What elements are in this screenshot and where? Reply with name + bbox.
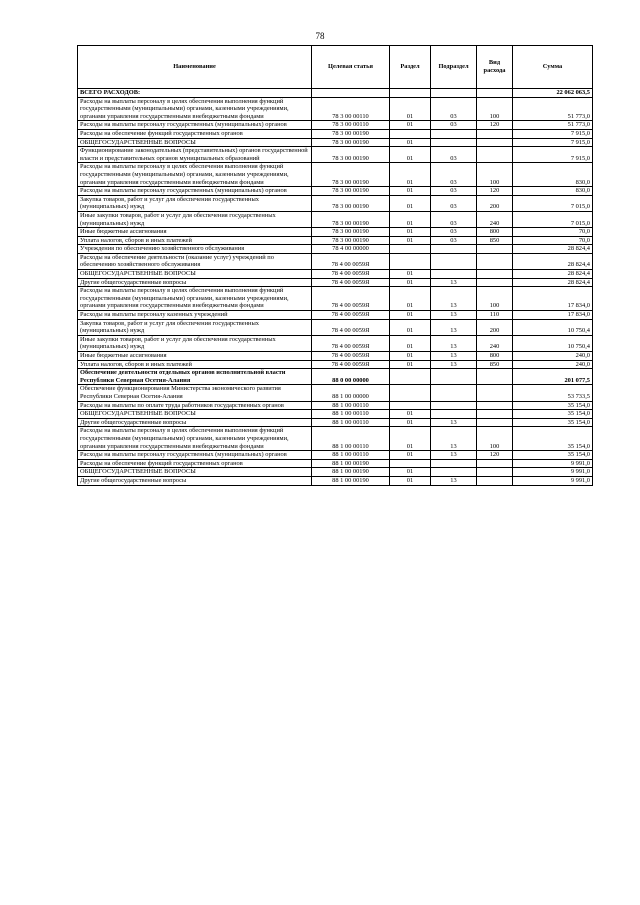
cell-subsection xyxy=(431,468,477,477)
cell-name: Расходы на выплаты персоналу казенных учреждений xyxy=(78,311,312,320)
cell-type xyxy=(477,410,513,419)
cell-article: 78 4 00 0059Я xyxy=(312,352,390,361)
cell-article: 78 3 00 00190 xyxy=(312,236,390,245)
table-row xyxy=(78,468,593,477)
cell-article: 88 1 00 00110 xyxy=(312,401,390,410)
cell-sum: 51 773,0 xyxy=(513,121,593,130)
budget-table xyxy=(77,45,593,486)
cell-type xyxy=(477,476,513,485)
table-row xyxy=(78,311,593,320)
cell-type xyxy=(477,468,513,477)
cell-article: 78 4 00 0059Я xyxy=(312,278,390,287)
cell-article: 88 0 00 00000 xyxy=(312,369,390,385)
cell-section: 01 xyxy=(390,147,431,163)
cell-name: Уплата налогов, сборов и иных платежей xyxy=(78,360,312,369)
cell-article: 78 4 00 0059Я xyxy=(312,287,390,311)
table-row xyxy=(78,129,593,138)
cell-article xyxy=(312,89,390,98)
table-row xyxy=(78,385,593,401)
cell-name: Иные бюджетные ассигнования xyxy=(78,352,312,361)
cell-name: Расходы на выплаты персоналу в целях обеспечения выполнения функций государственными (муниципальными) органами, казенными учреждениями, органами управления государственными внебюджетными фондами xyxy=(78,97,312,121)
cell-subsection: 03 xyxy=(431,236,477,245)
table-row xyxy=(78,476,593,485)
cell-subsection: 03 xyxy=(431,97,477,121)
cell-name: ВСЕГО РАСХОДОВ: xyxy=(78,89,312,98)
cell-section xyxy=(390,253,431,269)
cell-sum: 35 154,0 xyxy=(513,401,593,410)
cell-article: 88 1 00 00190 xyxy=(312,459,390,468)
cell-article: 78 4 00 0059Я xyxy=(312,253,390,269)
cell-type: 100 xyxy=(477,287,513,311)
cell-subsection: 03 xyxy=(431,195,477,211)
cell-sum: 35 154,0 xyxy=(513,418,593,427)
cell-article: 78 3 00 00190 xyxy=(312,138,390,147)
cell-sum: 10 750,4 xyxy=(513,319,593,335)
cell-type xyxy=(477,129,513,138)
cell-name: Расходы на выплаты персоналу в целях обеспечения выполнения функций государственными (муниципальными) органами, казенными учреждениями, органами управления государственными внебюджетными фондами xyxy=(78,163,312,187)
cell-name: ОБЩЕГОСУДАРСТВЕННЫЕ ВОПРОСЫ xyxy=(78,270,312,279)
cell-subsection xyxy=(431,129,477,138)
cell-section: 01 xyxy=(390,97,431,121)
cell-article: 88 1 00 00190 xyxy=(312,476,390,485)
cell-subsection: 13 xyxy=(431,451,477,460)
table-row xyxy=(78,228,593,237)
table-row xyxy=(78,401,593,410)
cell-type xyxy=(477,385,513,401)
cell-article: 78 3 00 00110 xyxy=(312,121,390,130)
cell-subsection xyxy=(431,410,477,419)
table-row xyxy=(78,121,593,130)
cell-subsection: 03 xyxy=(431,121,477,130)
cell-name: Расходы на обеспечение функций государственных органов xyxy=(78,129,312,138)
table-row xyxy=(78,352,593,361)
cell-section: 01 xyxy=(390,410,431,419)
cell-article: 78 3 00 00190 xyxy=(312,195,390,211)
cell-section xyxy=(390,385,431,401)
cell-section: 01 xyxy=(390,228,431,237)
cell-section: 01 xyxy=(390,163,431,187)
cell-section: 01 xyxy=(390,211,431,227)
cell-section: 01 xyxy=(390,352,431,361)
cell-section: 01 xyxy=(390,319,431,335)
table-row xyxy=(78,138,593,147)
table-row xyxy=(78,187,593,196)
cell-type xyxy=(477,418,513,427)
cell-subsection: 13 xyxy=(431,360,477,369)
cell-article: 88 1 00 00110 xyxy=(312,427,390,451)
cell-sum: 70,0 xyxy=(513,228,593,237)
cell-sum: 17 834,0 xyxy=(513,287,593,311)
table-row xyxy=(78,278,593,287)
cell-name: Расходы на выплаты по оплате труда работников государственных органов xyxy=(78,401,312,410)
cell-type xyxy=(477,369,513,385)
cell-type: 800 xyxy=(477,228,513,237)
cell-article: 78 3 00 00190 xyxy=(312,129,390,138)
table-row xyxy=(78,335,593,351)
cell-sum: 22 062 063,5 xyxy=(513,89,593,98)
cell-name: Расходы на выплаты персоналу государственных (муниципальных) органов xyxy=(78,187,312,196)
table-row xyxy=(78,427,593,451)
cell-name: Расходы на выплаты персоналу государственных (муниципальных) органов xyxy=(78,121,312,130)
page-number: 78 xyxy=(315,31,325,41)
cell-sum: 240,0 xyxy=(513,352,593,361)
cell-name: Закупка товаров, работ и услуг для обеспечения государственных (муниципальных) нужд xyxy=(78,195,312,211)
cell-article: 78 3 00 00190 xyxy=(312,147,390,163)
cell-sum: 17 834,0 xyxy=(513,311,593,320)
cell-type: 240 xyxy=(477,335,513,351)
header-article: Целевая статья xyxy=(312,46,390,89)
table-row xyxy=(78,287,593,311)
cell-subsection xyxy=(431,138,477,147)
cell-name: Обеспечение деятельности отдельных органов исполнительной власти Республики Северная Осетия-Алания xyxy=(78,369,312,385)
cell-subsection: 13 xyxy=(431,278,477,287)
cell-name: Другие общегосударственные вопросы xyxy=(78,476,312,485)
cell-name: ОБЩЕГОСУДАРСТВЕННЫЕ ВОПРОСЫ xyxy=(78,410,312,419)
cell-sum: 28 824,4 xyxy=(513,245,593,254)
cell-section xyxy=(390,459,431,468)
cell-section xyxy=(390,369,431,385)
cell-sum: 201 077,5 xyxy=(513,369,593,385)
cell-section: 01 xyxy=(390,195,431,211)
cell-article: 78 4 00 0059Я xyxy=(312,335,390,351)
cell-sum: 7 915,0 xyxy=(513,129,593,138)
header-sum: Сумма xyxy=(513,46,593,89)
table-row xyxy=(78,245,593,254)
cell-type: 120 xyxy=(477,451,513,460)
cell-type: 850 xyxy=(477,360,513,369)
table-row xyxy=(78,89,593,98)
cell-subsection: 13 xyxy=(431,352,477,361)
header-type: Вид расхода xyxy=(477,46,513,89)
table-row xyxy=(78,270,593,279)
cell-section: 01 xyxy=(390,236,431,245)
cell-section: 01 xyxy=(390,476,431,485)
cell-sum: 830,0 xyxy=(513,187,593,196)
cell-subsection: 03 xyxy=(431,211,477,227)
cell-section: 01 xyxy=(390,451,431,460)
cell-type: 120 xyxy=(477,121,513,130)
cell-article: 78 4 00 0059Я xyxy=(312,360,390,369)
cell-type: 100 xyxy=(477,427,513,451)
cell-section: 01 xyxy=(390,360,431,369)
cell-subsection xyxy=(431,245,477,254)
table-row xyxy=(78,360,593,369)
cell-section: 01 xyxy=(390,468,431,477)
cell-subsection: 13 xyxy=(431,311,477,320)
cell-article: 78 4 00 00000 xyxy=(312,245,390,254)
cell-section: 01 xyxy=(390,270,431,279)
cell-name: Расходы на выплаты персоналу в целях обеспечения выполнения функций государственными (муниципальными) органами, казенными учреждениями, органами управления государственными внебюджетными фондами xyxy=(78,427,312,451)
cell-type xyxy=(477,89,513,98)
cell-subsection: 03 xyxy=(431,163,477,187)
cell-type: 120 xyxy=(477,187,513,196)
cell-section xyxy=(390,129,431,138)
cell-subsection xyxy=(431,253,477,269)
table-row xyxy=(78,211,593,227)
cell-sum: 7 915,0 xyxy=(513,147,593,163)
cell-name: Иные закупки товаров, работ и услуг для обеспечения государственных (муниципальных) нужд xyxy=(78,211,312,227)
cell-type xyxy=(477,245,513,254)
header-subsection: Подраздел xyxy=(431,46,477,89)
table-row xyxy=(78,97,593,121)
cell-subsection xyxy=(431,270,477,279)
cell-subsection: 13 xyxy=(431,418,477,427)
cell-type: 200 xyxy=(477,319,513,335)
table-row xyxy=(78,459,593,468)
cell-sum: 9 991,0 xyxy=(513,468,593,477)
cell-subsection xyxy=(431,459,477,468)
table-row xyxy=(78,195,593,211)
table-header-row xyxy=(78,46,593,89)
cell-subsection xyxy=(431,369,477,385)
cell-article: 88 1 00 00110 xyxy=(312,418,390,427)
cell-section: 01 xyxy=(390,121,431,130)
cell-sum: 51 773,0 xyxy=(513,97,593,121)
cell-name: ОБЩЕГОСУДАРСТВЕННЫЕ ВОПРОСЫ xyxy=(78,468,312,477)
cell-type: 200 xyxy=(477,195,513,211)
table-row xyxy=(78,369,593,385)
cell-name: Закупка товаров, работ и услуг для обеспечения государственных (муниципальных) нужд xyxy=(78,319,312,335)
cell-name: Расходы на обеспечение деятельности (оказание услуг) учреждений по обеспечению хозяйственного обслуживания xyxy=(78,253,312,269)
cell-name: Другие общегосударственные вопросы xyxy=(78,278,312,287)
cell-article: 78 4 00 0059Я xyxy=(312,270,390,279)
header-name: Наименование xyxy=(78,46,312,89)
cell-subsection: 13 xyxy=(431,319,477,335)
cell-section: 01 xyxy=(390,418,431,427)
cell-section: 01 xyxy=(390,278,431,287)
table-row xyxy=(78,147,593,163)
cell-sum: 240,0 xyxy=(513,360,593,369)
cell-article: 78 3 00 00190 xyxy=(312,163,390,187)
cell-type xyxy=(477,401,513,410)
cell-type: 850 xyxy=(477,236,513,245)
cell-name: ОБЩЕГОСУДАРСТВЕННЫЕ ВОПРОСЫ xyxy=(78,138,312,147)
cell-subsection: 13 xyxy=(431,427,477,451)
cell-article: 78 4 00 0059Я xyxy=(312,311,390,320)
cell-sum: 7 915,0 xyxy=(513,138,593,147)
cell-section xyxy=(390,401,431,410)
cell-type: 800 xyxy=(477,352,513,361)
cell-subsection: 13 xyxy=(431,476,477,485)
cell-type xyxy=(477,270,513,279)
cell-article: 88 1 00 00190 xyxy=(312,468,390,477)
cell-subsection: 03 xyxy=(431,187,477,196)
cell-type xyxy=(477,138,513,147)
cell-name: Иные закупки товаров, работ и услуг для обеспечения государственных (муниципальных) нужд xyxy=(78,335,312,351)
cell-subsection: 13 xyxy=(431,335,477,351)
cell-sum: 9 991,0 xyxy=(513,459,593,468)
table-row xyxy=(78,253,593,269)
cell-type: 110 xyxy=(477,311,513,320)
cell-section: 01 xyxy=(390,187,431,196)
cell-name: Расходы на выплаты персоналу государственных (муниципальных) органов xyxy=(78,451,312,460)
cell-sum: 830,0 xyxy=(513,163,593,187)
cell-subsection xyxy=(431,385,477,401)
cell-type xyxy=(477,278,513,287)
cell-type: 100 xyxy=(477,97,513,121)
cell-sum: 28 824,4 xyxy=(513,253,593,269)
cell-type xyxy=(477,147,513,163)
cell-section xyxy=(390,89,431,98)
cell-sum: 35 154,0 xyxy=(513,410,593,419)
cell-article: 78 3 00 00190 xyxy=(312,187,390,196)
cell-article: 78 3 00 00190 xyxy=(312,228,390,237)
cell-name: Расходы на выплаты персоналу в целях обеспечения выполнения функций государственными (муниципальными) органами, казенными учреждениями, органами управления государственными внебюджетными фондами xyxy=(78,287,312,311)
cell-name: Обеспечение функционирования Министерства экономического развития Республики Северная Осетия-Алания xyxy=(78,385,312,401)
table-row xyxy=(78,319,593,335)
cell-article: 88 1 00 00110 xyxy=(312,451,390,460)
cell-section: 01 xyxy=(390,335,431,351)
cell-sum: 10 750,4 xyxy=(513,335,593,351)
cell-sum: 53 733,5 xyxy=(513,385,593,401)
cell-type xyxy=(477,253,513,269)
cell-article: 88 1 00 00000 xyxy=(312,385,390,401)
cell-sum: 7 015,0 xyxy=(513,195,593,211)
cell-section xyxy=(390,245,431,254)
cell-subsection: 03 xyxy=(431,228,477,237)
table-row xyxy=(78,418,593,427)
cell-article: 78 3 00 00110 xyxy=(312,97,390,121)
cell-type: 240 xyxy=(477,211,513,227)
cell-sum: 28 824,4 xyxy=(513,278,593,287)
table-row xyxy=(78,410,593,419)
cell-section: 01 xyxy=(390,138,431,147)
cell-subsection xyxy=(431,401,477,410)
cell-name: Учреждения по обеспечению хозяйственного обслуживания xyxy=(78,245,312,254)
header-section: Раздел xyxy=(390,46,431,89)
cell-subsection: 03 xyxy=(431,147,477,163)
cell-name: Функционирование законодательных (представительных) органов государственной власти и представительных органов муниципальных образований xyxy=(78,147,312,163)
table-row xyxy=(78,163,593,187)
cell-name: Иные бюджетные ассигнования xyxy=(78,228,312,237)
cell-section: 01 xyxy=(390,311,431,320)
cell-subsection xyxy=(431,89,477,98)
cell-type: 100 xyxy=(477,163,513,187)
cell-article: 78 3 00 00190 xyxy=(312,211,390,227)
table-body xyxy=(78,89,593,486)
cell-sum: 9 991,0 xyxy=(513,476,593,485)
cell-section: 01 xyxy=(390,287,431,311)
cell-sum: 28 824,4 xyxy=(513,270,593,279)
cell-name: Уплата налогов, сборов и иных платежей xyxy=(78,236,312,245)
cell-name: Расходы на обеспечение функций государственных органов xyxy=(78,459,312,468)
table-row xyxy=(78,236,593,245)
cell-article: 88 1 00 00110 xyxy=(312,410,390,419)
cell-sum: 7 015,0 xyxy=(513,211,593,227)
cell-sum: 35 154,0 xyxy=(513,427,593,451)
cell-type xyxy=(477,459,513,468)
cell-name: Другие общегосударственные вопросы xyxy=(78,418,312,427)
cell-article: 78 4 00 0059Я xyxy=(312,319,390,335)
cell-sum: 35 154,0 xyxy=(513,451,593,460)
cell-section: 01 xyxy=(390,427,431,451)
cell-sum: 70,0 xyxy=(513,236,593,245)
table-row xyxy=(78,451,593,460)
cell-subsection: 13 xyxy=(431,287,477,311)
